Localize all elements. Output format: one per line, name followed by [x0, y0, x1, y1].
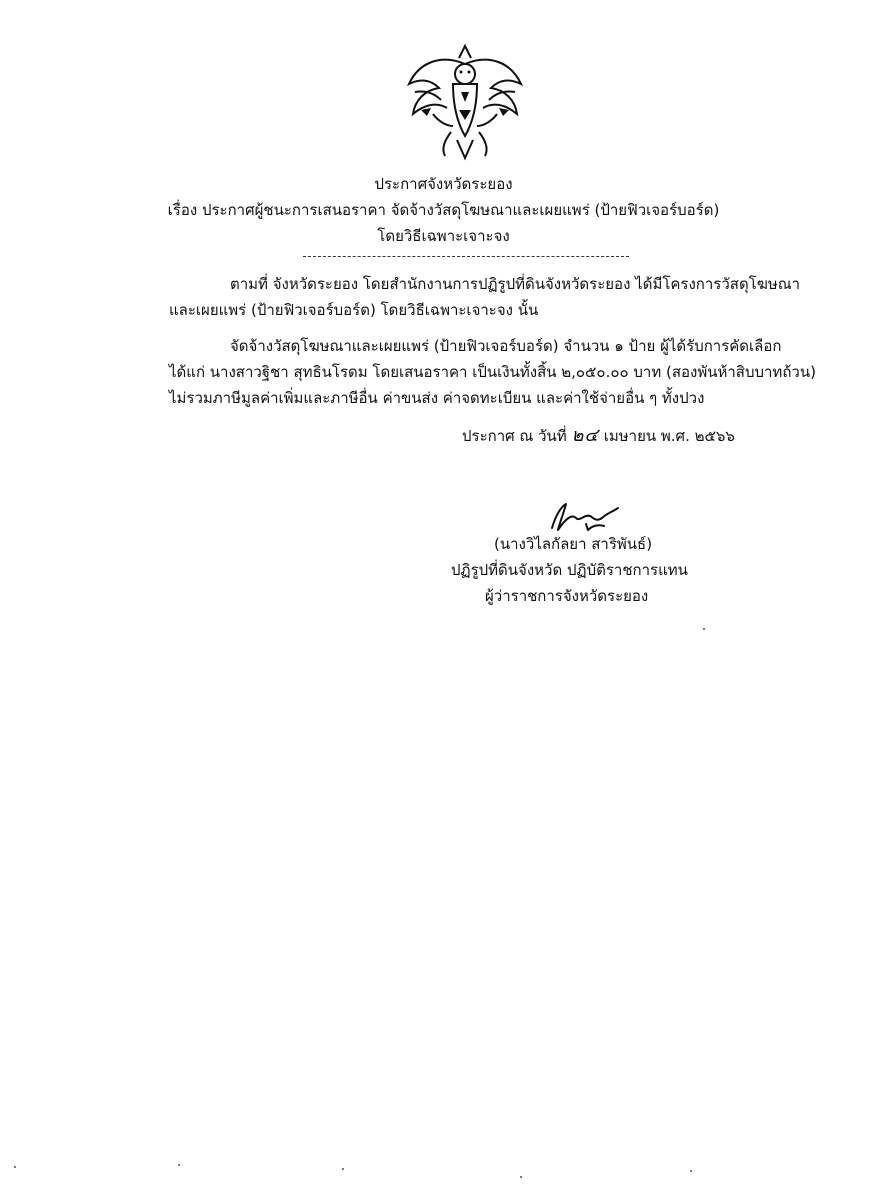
scan-speck [178, 1164, 180, 1166]
scan-speck [520, 1176, 522, 1178]
paragraph1-line2: และเผยแพร่ (ป้ายฟิวเจอร์บอร์ด) โดยวิธีเฉพาะเจาะจง นั้น [169, 301, 539, 319]
scan-speck [14, 1166, 16, 1168]
signatory-title-line1: ปฏิรูปที่ดินจังหวัด ปฏิบัติราชการแทน [451, 561, 688, 579]
scan-speck [342, 1168, 344, 1170]
signatory-name: (นางวิไลกัลยา สาริพันธ์) [494, 535, 653, 553]
paragraph2-line2: ได้แก่ นางสาวฐิชา สุทธินโรดม โดยเสนอราคา เป็นเงินทั้งสิ้น ๒,๐๕๐.๐๐ บาท (สองพันห้าสิบบาทถ้วน) [169, 363, 816, 381]
garuda-emblem-icon [401, 44, 529, 162]
handwritten-signature [546, 500, 622, 534]
signatory-title-line2: ผู้ว่าราชการจังหวัดระยอง [485, 587, 649, 605]
announcement-org: ประกาศจังหวัดระยอง [374, 175, 513, 193]
date-day: ๒๔ [571, 425, 599, 446]
date-prefix: ประกาศ ณ วันที่ [462, 427, 567, 445]
scan-speck [690, 1170, 692, 1172]
paragraph2-line1: จัดจ้างวัสดุโฆษณาและเผยแพร่ (ป้ายฟิวเจอร์บอร์ด) จำนวน ๑ ป้าย ผู้ได้รับการคัดเลือก [230, 337, 782, 355]
scan-speck [703, 628, 705, 630]
separator-line [303, 256, 629, 257]
announcement-method: โดยวิธีเฉพาะเจาะจง [377, 227, 510, 245]
announcement-subject: เรื่อง ประกาศผู้ชนะการเสนอราคา จัดจ้างวัสดุโฆษณาและเผยแพร่ (ป้ายฟิวเจอร์บอร์ด) [167, 201, 720, 219]
paragraph2-line3: ไม่รวมภาษีมูลค่าเพิ่มและภาษีอื่น ค่าขนส่ง ค่าจดทะเบียน และค่าใช้จ่ายอื่น ๆ ทั้งปวง [169, 389, 705, 407]
paragraph1-line1: ตามที่ จังหวัดระยอง โดยสำนักงานการปฏิรูปที่ดินจังหวัดระยอง ได้มีโครงการวัสดุโฆษณา [230, 275, 801, 293]
date-month-year: เมษายน พ.ศ. ๒๕๖๖ [603, 427, 735, 445]
announcement-date [462, 424, 735, 448]
